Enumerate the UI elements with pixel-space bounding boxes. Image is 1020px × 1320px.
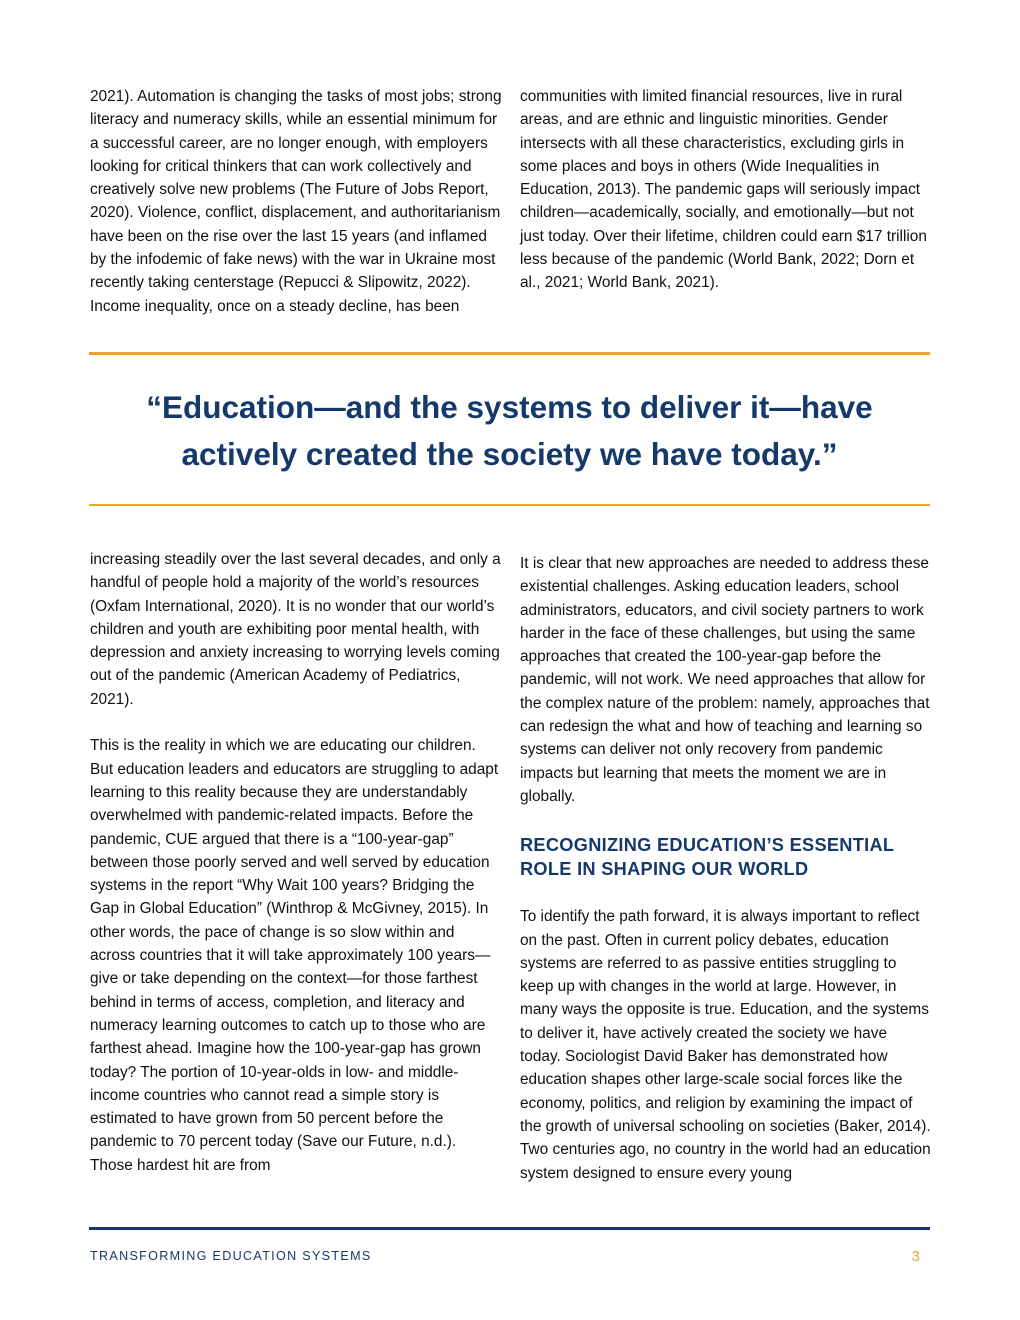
heading-spacer: [520, 808, 932, 834]
bottom-left-column: [90, 548, 502, 1177]
body-paragraph: increasing steadily over the last several decades, and only a handful of people hold a majority of the world’s resources (Oxfam International, 2020). It is no wonder that our world’s children and youth are exhibiting poor mental health, with depression and anxiety increasing to worrying levels coming out of the pandemic (American Academy of Pediatrics, 2021).: [90, 551, 501, 708]
page-number: 3: [911, 1248, 920, 1265]
pull-quote: “Education—and the systems to deliver it—have actively created the society we have today.”: [146, 389, 873, 472]
heading-spacer: [520, 881, 932, 905]
body-paragraph: communities with limited financial resources, live in rural areas, and are ethnic and linguistic minorities. Gender intersects with all these characteristics, excluding girls in some places and boys in others (Wide Inequalities in Education, 2013). The pandemic gaps will seriously impact children—academically, socially, and emotionally—but not just today. Over their lifetime, children could earn $17 trillion less because of the pandemic (World Bank, 2022; Dorn et al., 2021; World Bank, 2021).: [520, 88, 927, 292]
body-paragraph: To identify the path forward, it is always important to reflect on the past. Often in current policy debates, education systems are referred to as passive entities struggling to keep up with changes in the world at large. However, in many ways the opposite is true. Education, and the systems to deliver it, have actively created the society we have today. Sociologist David Baker has demonstrated how education shapes other large-scale social forces like the economy, politics, and religion by examining the impact of the growth of universal schooling on societies (Baker, 2014). Two centuries ago, no country in the world had an education system designed to ensure every young: [520, 908, 931, 1182]
body-paragraph: 2021). Automation is changing the tasks of most jobs; strong literacy and numeracy skills, while an essential minimum for a successful career, are no longer enough, with employers looking for critical thinkers that can work collectively and creatively solve new problems (The Future of Jobs Report, 2020). Violence, conflict, displacement, and authoritarianism have been on the rise over the last 15 years (and inflamed by the infodemic of fake news) with the war in Ukraine most recently taking centerstage (Repucci & Slipowitz, 2022). Income inequality, once on a steady decline, has been: [90, 88, 502, 315]
footer-title: TRANSFORMING EDUCATION SYSTEMS: [90, 1249, 372, 1263]
pull-quote-top-rule: [89, 352, 930, 355]
top-left-column: [90, 85, 502, 318]
section-heading: RECOGNIZING EDUCATION’S ESSENTIAL ROLE IN SHAPING OUR WORLD: [520, 835, 895, 879]
paragraph-spacer: [90, 711, 502, 734]
body-paragraph: This is the reality in which we are educating our children. But education leaders and educators are struggling to adapt learning to this reality because they are understandably overwhelmed with pandemic-related impacts. Before the pandemic, CUE argued that there is a “100-year-gap” between those poorly served and well served by education systems in the report “Why Wait 100 years? Bridging the Gap in Global Education” (Winthrop & McGivney, 2015). In other words, the pace of change is so slow within and across countries that it will take approximately 100 years—give or take depending on the context—for those farthest behind in terms of access, completion, and literacy and numeracy learning outcomes to catch up to those who are farthest ahead. Imagine how the 100-year-gap has grown today? The portion of 10-year-olds in low- and middle-income countries who cannot read a simple story is estimated to have grown from 50 percent before the pandemic to 70 percent today (Save our Future, n.d.). Those hardest hit are from: [90, 737, 499, 1174]
pull-quote-bottom-rule: [89, 504, 930, 506]
body-paragraph: It is clear that new approaches are needed to address these existential challenges. Asking education leaders, school administrators, educators, and civil society partners to work harder in the face of these challenges, but using the same approaches that created the 100-year-gap before the pandemic, will not work. We need approaches that allow for the complex nature of the problem: namely, approaches that can redesign the what and how of teaching and learning so systems can deliver not only recovery from pandemic impacts but learning that meets the moment we are in globally.: [520, 555, 930, 805]
footer-rule: [89, 1227, 930, 1230]
top-right-column: [520, 85, 932, 295]
bottom-right-column: [520, 552, 932, 1185]
